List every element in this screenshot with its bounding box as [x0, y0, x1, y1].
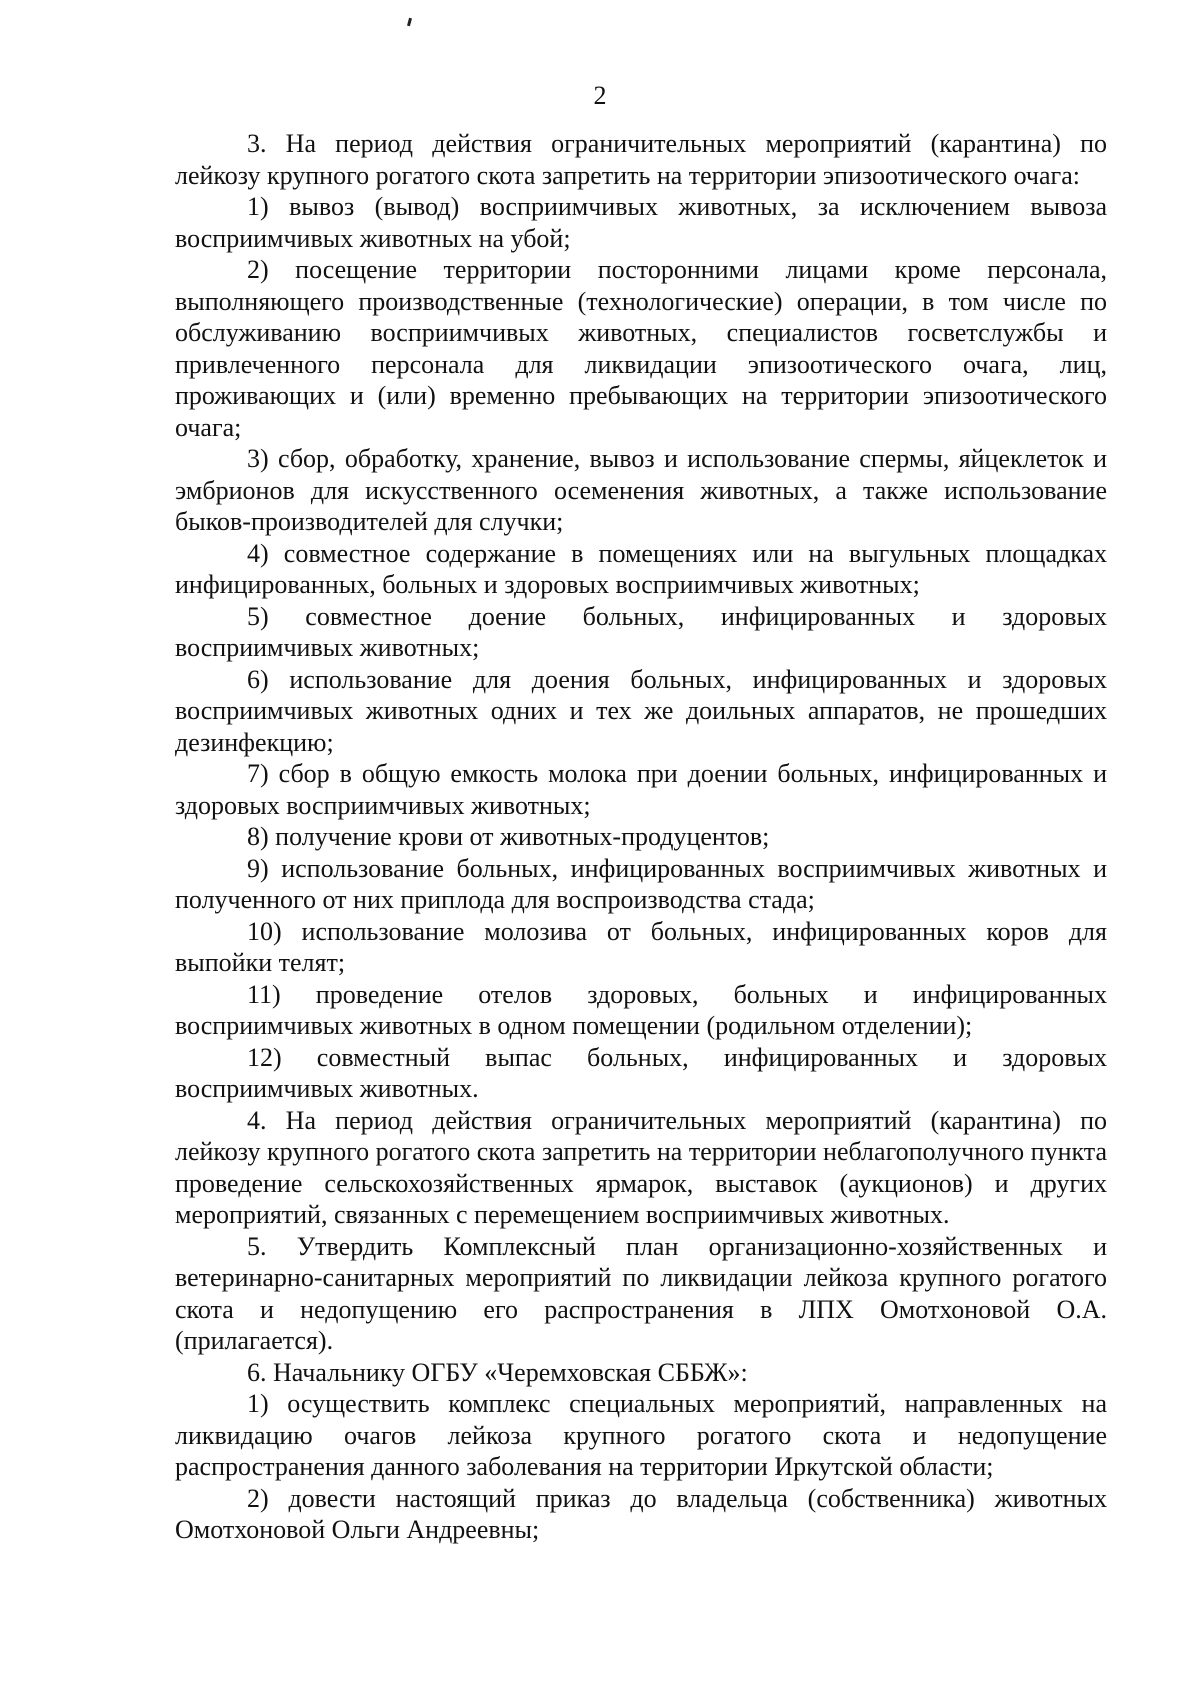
list-item-11-calving: 11) проведение отелов здоровых, больных и инфицированных восприимчивых животных в одном помещении (родильном отделении); — [175, 979, 1107, 1040]
page-number: 2 — [593, 81, 607, 110]
list-item-3-sperm: 3) сбор, обработку, хранение, вывоз и использование спермы, яйцеклеток и эмбрионов для искусственного осеменения животных, а также использование быков-производителей для случки; — [175, 444, 1107, 536]
list-item-5-milking: 5) совместное доение больных, инфицированных и здоровых восприимчивых животных; — [175, 601, 1107, 662]
list-item-6-milking-apparatus: 6) использование для доения больных, инфицированных и здоровых восприимчивых животных одних и тех же доильных аппаратов, не прошедших дезинфекцию; — [175, 664, 1107, 757]
paragraph-4-fairs-ban: 4. На период действия ограничительных мероприятий (карантина) по лейкозу крупного рогатого скота запретить на территории неблагополучного пункта проведение сельскохозяйственных ярмарок, выставок (аукционов) и других мероприятий, связанных с перемещением восприимчивых животных. — [175, 1105, 1107, 1229]
paragraph-6-head-of-station: 6. Начальнику ОГБУ «Черемховская СББЖ»: — [247, 1357, 748, 1387]
list-item-12-grazing: 12) совместный выпас больных, инфицированных и здоровых восприимчивых животных. — [175, 1042, 1107, 1103]
paragraph-5-plan-approval: 5. Утвердить Комплексный план организационно-хозяйственных и ветеринарно-санитарных мероприятий по ликвидации лейкоза крупного рогатого скота и недопущению его распространения в ЛПХ Омотхоновой О.А. (прилагается). — [175, 1231, 1107, 1355]
list-item-1-export: 1) вывоз (вывод) восприимчивых животных, за исключением вывоза восприимчивых животных на убой; — [175, 192, 1107, 253]
list-item-8-blood: 8) получение крови от животных-продуцентов; — [247, 822, 770, 851]
document-body — [175, 128, 1107, 1546]
list-item-9-breeding: 9) использование больных, инфицированных восприимчивых животных и полученного от них приплода для воспроизводства стада; — [175, 853, 1107, 914]
list-item-2-visits: 2) посещение территории посторонними лицами кроме персонала, выполняющего производственные (технологические) операции, в том числе по обслуживанию восприимчивых животных, специалистов госветслужбы и привлеченного персонала для ликвидации эпизоотического очага, лиц, проживающих и (или) временно пребывающих на территории эпизоотического очага; — [175, 255, 1107, 442]
list-item-2-notify-owner: 2) довести настоящий приказ до владельца (собственника) животных Омотхоновой Ольги Андреевны; — [175, 1483, 1107, 1544]
scan-speck — [407, 18, 412, 27]
list-item-4-housing: 4) совместное содержание в помещениях или на выгульных площадках инфицированных, больных и здоровых восприимчивых животных; — [175, 538, 1107, 599]
list-item-10-colostrum: 10) использование молозива от больных, инфицированных коров для выпойки телят; — [175, 916, 1107, 977]
list-item-7-milk-collection: 7) сбор в общую емкость молока при доении больных, инфицированных и здоровых восприимчивых животных; — [175, 759, 1107, 820]
paragraph-3-quarantine-ban: 3. На период действия ограничительных мероприятий (карантина) по лейкозу крупного рогатого скота запретить на территории эпизоотического очага: — [175, 129, 1107, 190]
list-item-1-special-measures: 1) осуществить комплекс специальных мероприятий, направленных на ликвидацию очагов лейкоза крупного рогатого скота и недопущение распространения данного заболевания на территории Иркутской области; — [175, 1389, 1107, 1481]
